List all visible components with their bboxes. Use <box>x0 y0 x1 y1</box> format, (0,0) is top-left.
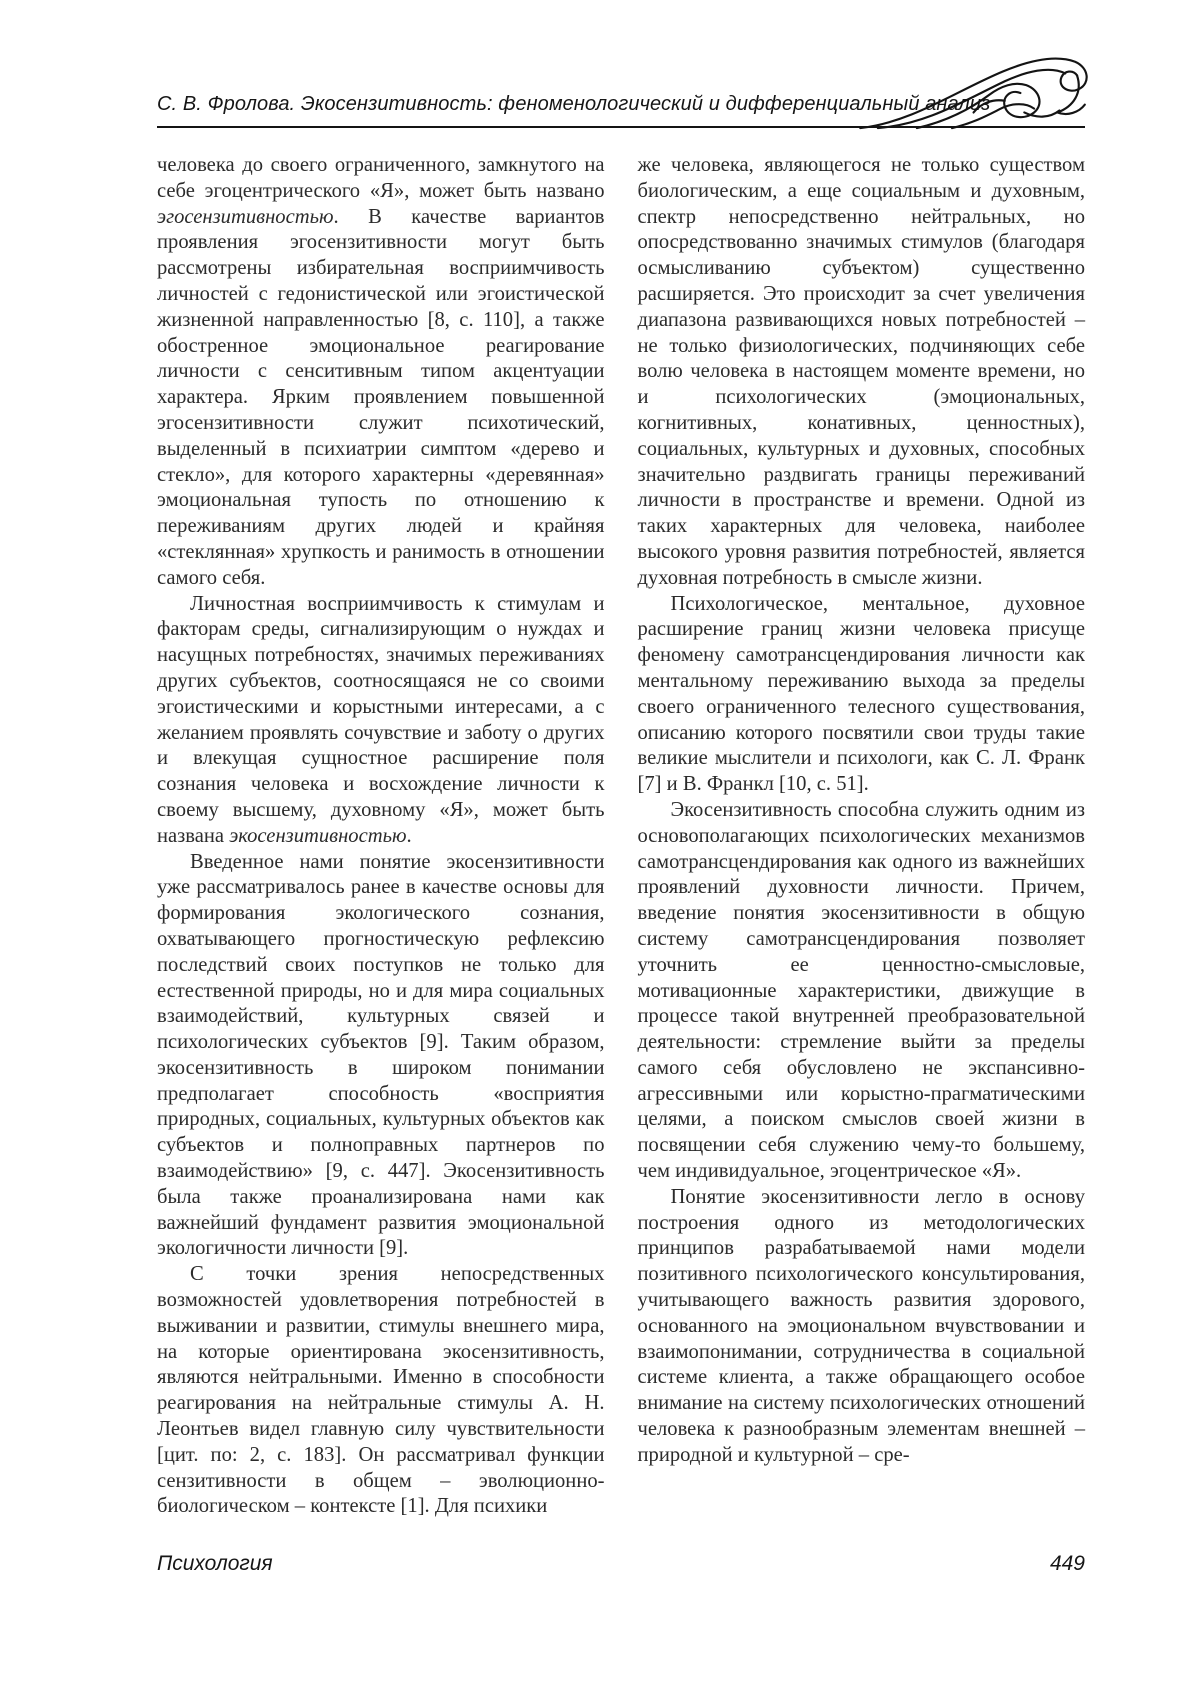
footer-section-label: Психология <box>157 1552 273 1575</box>
emphasized-term: экосензитивностью <box>229 824 407 847</box>
left-column <box>157 153 605 1520</box>
footer-page-number: 449 <box>1049 1552 1085 1575</box>
paragraph <box>157 850 605 1263</box>
text-segment: Понятие экосензитивности легло в основу построения одного из методологических принципов разрабатываемой нами модели позитивного психологического консультирования, учитывающего важность развития здорового, основанного на эмоциональном вчувствовании и взаимопонимании, сотрудничества в социальной системе клиента, а также обращающего особое внимание на систему психологических отношений человека к разнообразным элементам внешней – природной и культурной – сре- <box>637 1185 1085 1466</box>
text-segment: Экосензитивность способна служить одним из основополагающих психологических механизмов самотрансцендирования как одного из важнейших проявлений духовности личности. Причем, введение понятия экосензитивности в общую систему самотрансцендирования позволяет уточнить ее ценностно-смысловые, мотивационные характеристики, движущие в процессе такой внутренней преобразовательной деятельности: стремление выйти за пределы самого себя обусловлено не экспансивно-агрессивными или корыстно-прагматическими целями, а поиском смыслов своей жизни в посвящении себя служению чему-то большему, чем индивидуальное, эгоцентрическое «Я». <box>637 798 1085 1183</box>
emphasized-term: эгосензитивностью <box>157 205 334 228</box>
text-segment: Психологическое, ментальное, духовное расширение границ жизни человека присуще феномену самотрансцендирования личности как ментальному переживанию выхода за пределы своего ограниченного телесного существования, описанию которого посвятили свои труды такие великие мыслители и психологи, как С. Л. Франк [7] и В. Франкл [10, с. 51]. <box>637 592 1085 796</box>
paragraph <box>638 592 1086 798</box>
running-header-title: С. В. Фролова. Экосензитивность: феноменологический и дифференциальный анализ <box>157 93 991 115</box>
right-column <box>638 153 1086 1520</box>
flourish-ornament-icon <box>858 50 1093 132</box>
running-header <box>157 92 1085 128</box>
paragraph <box>157 153 605 592</box>
text-segment: . В качестве вариантов проявления эгосензитивности могут быть рассмотрены избирательная восприимчивость личностей с гедонистической или эгоистической жизненной направленностью [8, с. 110], а также обостренное эмоциональное реагирование личности с сенситивным типом акцентуации характера. Ярким проявлением повышенной эгосензитивности служит психотический, выделенный в психиатрии симптом «дерево и стекло», для которого характерны «деревянная» эмоциональная тупость по отношению к переживаниям других людей и крайняя «стеклянная» хрупкость и ранимость в отношении самого себя. <box>157 205 605 589</box>
page-footer <box>157 1552 1085 1576</box>
text-segment: С точки зрения непосредственных возможностей удовлетворения потребностей в выживании и развитии, стимулы внешнего мира, на которые ориентирована экосензитивность, являются нейтральными. Именно в способности реагирования на нейтральные стимулы А. Н. Леонтьев видел главную силу чувствительности [цит. по: 2, с. 183]. Он рассматривал функции сензитивности в общем – эволюционно-биологическом – контексте [1]. Для психики <box>157 1263 605 1518</box>
paragraph <box>638 1185 1086 1469</box>
text-segment: же человека, являющегося не только существом биологическим, а еще социальным и духовным, спектр непосредственно нейтральных, но опосредствованно значимых стимулов (благодаря осмысливанию субъектом) существенно расширяется. Это происходит за счет увеличения диапазона развивающихся новых потребностей – не только физиологических, подчиняющих себе волю человека в настоящем моменте времени, но и психологических (эмоциональных, когнитивных, конативных, ценностных), социальных, культурных и духовных, способных значительно раздвигать границы переживаний личности в пространстве и времени. Одной из таких характерных для человека, наиболее высокого уровня развития потребностей, является духовная потребность в смысле жизни. <box>637 154 1085 589</box>
text-segment: человека до своего ограниченного, замкнутого на себе эгоцентрического «Я», может быть названо <box>157 154 605 202</box>
paragraph <box>157 592 605 850</box>
paragraph <box>638 153 1086 592</box>
article-body <box>157 153 1085 1520</box>
text-segment: Введенное нами понятие экосензитивности уже рассматривалось ранее в качестве основы для формирования экологического сознания, охватывающего прогностическую рефлексию последствий своих поступков не только для естественной природы, но и для мира социальных взаимодействий, культурных связей и психологических субъектов [9]. Таким образом, экосензитивность в широком понимании предполагает способность «восприятия природных, социальных, культурных объектов как субъектов и полноправных партнеров по взаимодействию» [9, с. 447]. Экосензитивность была также проанализирована нами как важнейший фундамент развития эмоциональной экологичности личности [9]. <box>157 850 605 1260</box>
paragraph <box>157 1262 605 1520</box>
text-segment: Личностная восприимчивость к стимулам и факторам среды, сигнализирующим о нуждах и насущных потребностях, значимых переживаниях других субъектов, соотносящаяся не со своими эгоистическими и корыстными интересами, а с желанием проявлять сочувствие и заботу о других и влекущая сущностное расширение поля сознания человека и восхождение личности к своему высшему, духовному «Я», может быть названа <box>157 592 605 847</box>
paragraph <box>638 798 1086 1185</box>
text-segment: . <box>406 824 412 847</box>
